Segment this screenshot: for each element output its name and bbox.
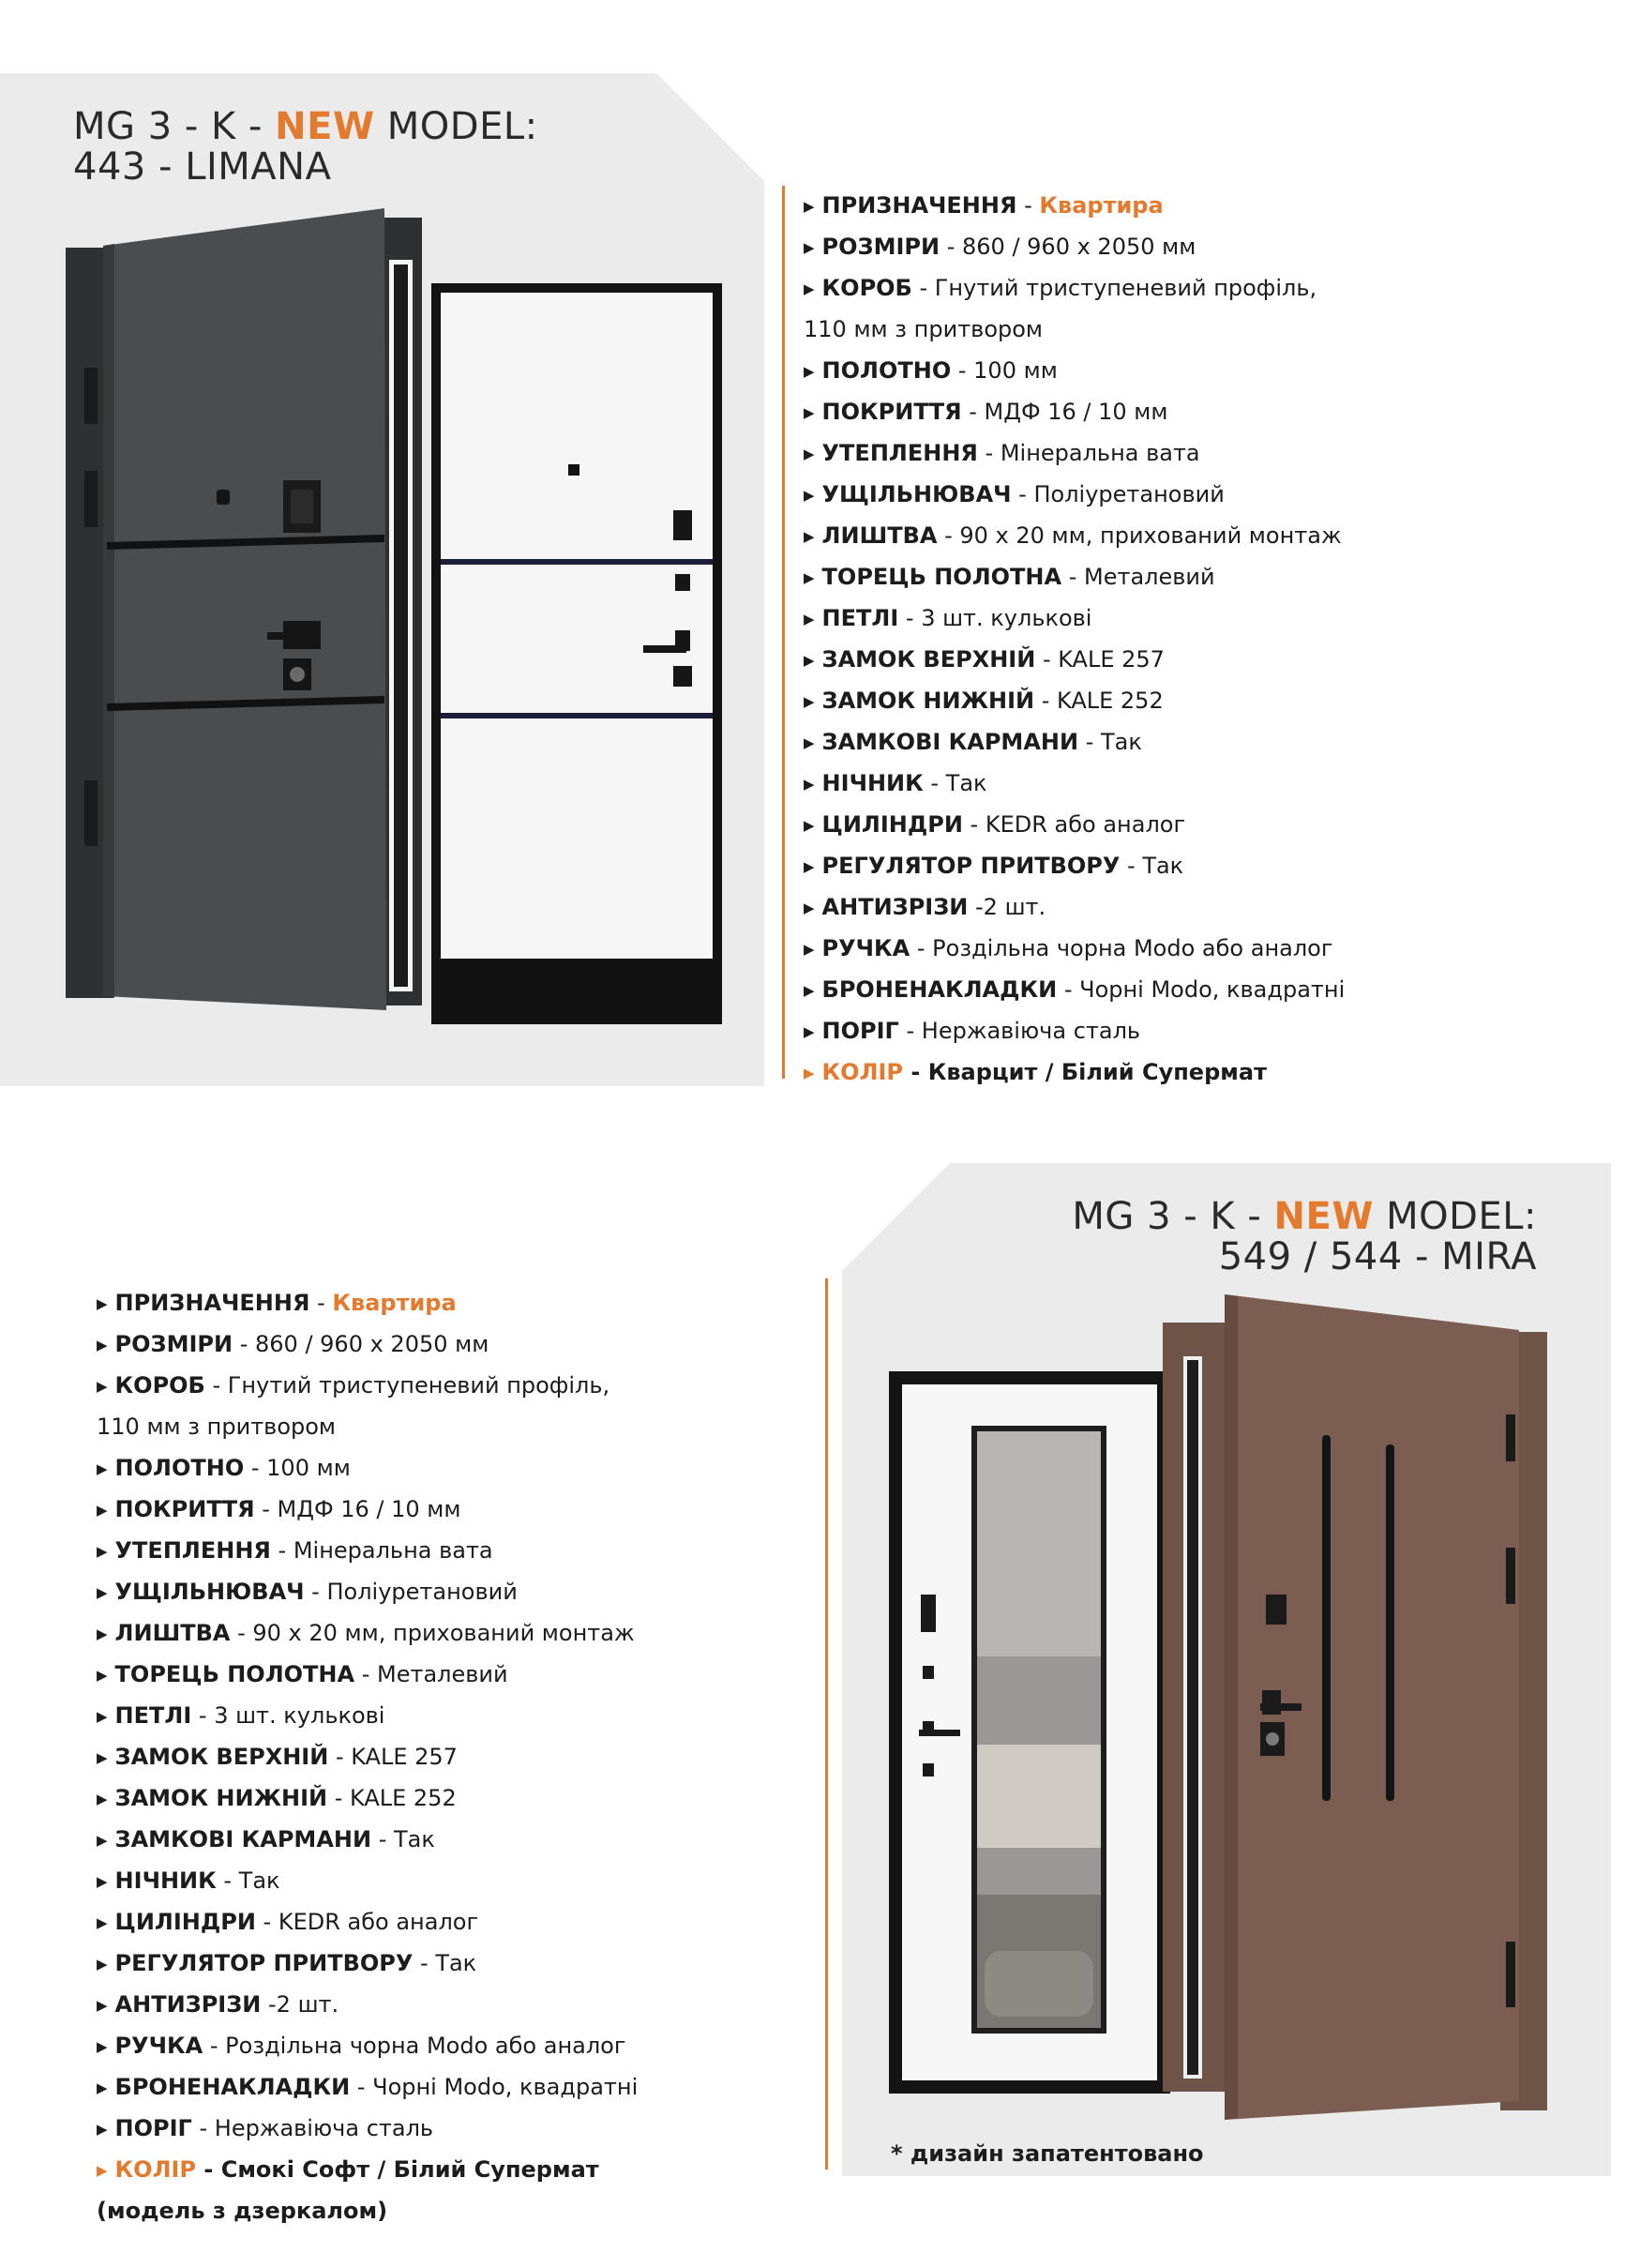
spec-row xyxy=(804,267,1345,309)
triangle-right-icon: ▶ xyxy=(97,1543,108,1560)
spec-key: КОЛІР xyxy=(821,1059,904,1085)
triangle-right-icon: ▶ xyxy=(804,446,815,462)
triangle-right-icon: ▶ xyxy=(804,611,815,627)
spec-key: УТЕПЛЕННЯ xyxy=(114,1537,271,1564)
triangle-right-icon: ▶ xyxy=(97,1625,108,1642)
spec-value: Чорні Modo, квадратні xyxy=(372,2074,639,2100)
spec-value: МДФ 16 / 10 мм xyxy=(984,399,1168,425)
spec-row xyxy=(97,1695,638,1736)
triangle-right-icon: ▶ xyxy=(97,1667,108,1684)
spec-row xyxy=(97,1901,638,1943)
model1-title: MG 3 - K - NEW MODEL: 443 - LIMANA xyxy=(73,105,538,189)
spec-separator: - xyxy=(898,1018,922,1044)
spec-separator: - xyxy=(254,1496,278,1522)
spec-row xyxy=(804,639,1345,680)
spec-key: ЦИЛІНДРИ xyxy=(114,1909,256,1935)
spec-value: 110 мм з притвором xyxy=(804,316,1044,342)
spec-separator xyxy=(261,1991,268,2018)
spec-separator: - xyxy=(350,2074,373,2100)
spec-separator: - xyxy=(255,1909,278,1935)
patent-note: * дизайн запатентовано xyxy=(891,2140,1204,2167)
spec-value: 860 / 960 х 2050 мм xyxy=(962,234,1196,260)
spec-key: ЗАМКОВІ КАРМАНИ xyxy=(114,1826,372,1852)
spec-separator: - xyxy=(977,440,1001,466)
triangle-right-icon: ▶ xyxy=(97,2079,108,2096)
spec-key: ТОРЕЦЬ ПОЛОТНА xyxy=(821,564,1062,590)
spec-row xyxy=(97,1612,638,1654)
spec-row xyxy=(97,2025,638,2066)
spec-row xyxy=(804,515,1345,556)
spec-value: -2 шт. xyxy=(268,1991,339,2018)
triangle-right-icon: ▶ xyxy=(804,734,815,751)
spec-value: Так xyxy=(238,1867,280,1894)
triangle-right-icon: ▶ xyxy=(97,1337,108,1353)
spec-row xyxy=(804,969,1345,1010)
spec-row xyxy=(97,1819,638,1860)
spec-key: ПРИЗНАЧЕННЯ xyxy=(821,192,1017,219)
accent-line xyxy=(782,186,785,1079)
spec-row xyxy=(97,1943,638,1984)
spec-separator: - xyxy=(940,234,962,260)
spec-row xyxy=(804,928,1345,969)
spec-value: KALE 257 xyxy=(1058,646,1165,673)
spec-key: УЩІЛЬНЮВАЧ xyxy=(114,1579,305,1605)
spec-value: 90 х 20 мм, прихований монтаж xyxy=(959,522,1342,549)
model2-specs xyxy=(97,1282,638,2231)
triangle-right-icon: ▶ xyxy=(804,569,815,586)
spec-key: ЛИШТВА xyxy=(114,1620,231,1646)
spec-separator: - xyxy=(923,770,946,796)
triangle-right-icon: ▶ xyxy=(97,1295,108,1312)
spec-row xyxy=(97,2066,638,2108)
spec-separator: - xyxy=(371,1826,394,1852)
spec-value: Так xyxy=(1142,853,1184,879)
spec-row xyxy=(97,1736,638,1777)
spec-key: ПРИЗНАЧЕННЯ xyxy=(114,1290,310,1316)
triangle-right-icon: ▶ xyxy=(804,1065,815,1081)
triangle-right-icon: ▶ xyxy=(97,1832,108,1849)
spec-row xyxy=(97,1984,638,2025)
spec-value: 3 шт. кулькові xyxy=(921,605,1092,631)
spec-value: Нержавіюча сталь xyxy=(214,2115,434,2141)
spec-key: РУЧКА xyxy=(114,2033,203,2059)
spec-key: ЛИШТВА xyxy=(821,522,938,549)
spec-key: КОРОБ xyxy=(821,275,912,301)
triangle-right-icon: ▶ xyxy=(97,1873,108,1890)
triangle-right-icon: ▶ xyxy=(804,363,815,380)
spec-separator: - xyxy=(354,1661,377,1687)
spec-value: 100 мм xyxy=(973,357,1058,384)
spec-separator: - xyxy=(204,1372,228,1399)
spec-row xyxy=(97,1489,638,1530)
spec-value: -2 шт. xyxy=(975,894,1046,920)
spec-row xyxy=(97,1323,638,1365)
spec-key: РУЧКА xyxy=(821,935,910,961)
spec-key: БРОНЕНАКЛАДКИ xyxy=(114,2074,351,2100)
spec-value: Металевий xyxy=(1084,564,1215,590)
spec-key: ПЕТЛІ xyxy=(114,1702,192,1729)
spec-separator: - xyxy=(309,1290,333,1316)
spec-separator: - xyxy=(951,357,974,384)
triangle-right-icon: ▶ xyxy=(804,900,815,916)
triangle-right-icon: ▶ xyxy=(97,1914,108,1931)
spec-separator: - xyxy=(270,1537,293,1564)
spec-value: Так xyxy=(435,1950,477,1976)
spec-value: 100 мм xyxy=(266,1455,351,1481)
spec-row xyxy=(804,432,1345,474)
spec-value: 3 шт. кулькові xyxy=(214,1702,385,1729)
spec-key: ПОРІГ xyxy=(821,1018,899,1044)
accent-line xyxy=(825,1278,828,2170)
spec-separator: - xyxy=(203,2033,226,2059)
triangle-right-icon: ▶ xyxy=(97,1584,108,1601)
spec-value: Металевий xyxy=(377,1661,508,1687)
triangle-right-icon: ▶ xyxy=(97,2162,108,2179)
spec-separator: - xyxy=(1016,192,1040,219)
spec-row xyxy=(97,2108,638,2149)
spec-value: МДФ 16 / 10 мм xyxy=(277,1496,461,1522)
spec-key: НІЧНИК xyxy=(821,770,924,796)
spec-row xyxy=(804,1051,1345,1093)
spec-value: KALE 257 xyxy=(351,1744,458,1770)
spec-row xyxy=(97,2149,638,2190)
spec-value: Роздільна чорна Modo або аналог xyxy=(225,2033,626,2059)
spec-row xyxy=(804,391,1345,432)
spec-row xyxy=(804,763,1345,804)
spec-value: Нержавіюча сталь xyxy=(921,1018,1141,1044)
triangle-right-icon: ▶ xyxy=(804,528,815,545)
spec-value: Мінеральна вата xyxy=(1000,440,1200,466)
triangle-right-icon: ▶ xyxy=(97,2038,108,2055)
triangle-right-icon: ▶ xyxy=(804,239,815,256)
spec-key: АНТИЗРІЗИ xyxy=(821,894,969,920)
model1-specs xyxy=(804,185,1345,1093)
spec-separator: - xyxy=(1011,481,1034,507)
spec-separator: - xyxy=(962,811,986,838)
spec-row xyxy=(804,350,1345,391)
triangle-right-icon: ▶ xyxy=(804,198,815,215)
triangle-right-icon: ▶ xyxy=(97,1749,108,1766)
spec-separator: - xyxy=(911,275,935,301)
spec-separator: - xyxy=(304,1579,327,1605)
spec-row xyxy=(804,185,1345,226)
spec-row xyxy=(97,1777,638,1819)
spec-separator: - xyxy=(1057,976,1080,1003)
spec-key: ПОРІГ xyxy=(114,2115,192,2141)
spec-separator: - xyxy=(230,1620,253,1646)
spec-value: Мінеральна вата xyxy=(293,1537,493,1564)
spec-row xyxy=(97,1282,638,1323)
triangle-right-icon: ▶ xyxy=(97,1378,108,1395)
triangle-right-icon: ▶ xyxy=(97,2121,108,2138)
spec-value: KALE 252 xyxy=(350,1785,457,1811)
model2-title: MG 3 - K - NEW MODEL: 549 / 544 - MIRA xyxy=(1072,1195,1537,1278)
door-image-limana xyxy=(66,208,750,1024)
triangle-right-icon: ▶ xyxy=(804,982,815,999)
triangle-right-icon: ▶ xyxy=(804,817,815,834)
spec-row xyxy=(804,1010,1345,1051)
door-image-mira xyxy=(881,1294,1557,2120)
spec-separator: - xyxy=(216,1867,239,1894)
triangle-right-icon: ▶ xyxy=(804,693,815,710)
spec-value: 90 х 20 мм, прихований монтаж xyxy=(252,1620,635,1646)
spec-separator: - xyxy=(961,399,985,425)
triangle-right-icon: ▶ xyxy=(97,1708,108,1725)
spec-value: 860 / 960 х 2050 мм xyxy=(255,1331,489,1357)
spec-value: Роздільна чорна Modo або аналог xyxy=(932,935,1333,961)
spec-key: РОЗМІРИ xyxy=(114,1331,233,1357)
triangle-right-icon: ▶ xyxy=(97,1997,108,2014)
spec-row xyxy=(804,845,1345,886)
spec-value: Так xyxy=(393,1826,435,1852)
spec-separator: - xyxy=(244,1455,267,1481)
spec-row xyxy=(97,1447,638,1489)
spec-key: УТЕПЛЕННЯ xyxy=(821,440,978,466)
spec-separator: - xyxy=(327,1785,351,1811)
spec-separator: - xyxy=(233,1331,255,1357)
spec-value: KALE 252 xyxy=(1057,688,1164,714)
spec-key: КОЛІР xyxy=(114,2156,197,2183)
triangle-right-icon: ▶ xyxy=(804,941,815,958)
spec-value: Так xyxy=(945,770,987,796)
spec-key: ПОЛОТНО xyxy=(114,1455,245,1481)
spec-key: ПЕТЛІ xyxy=(821,605,899,631)
spec-value: 110 мм з притвором xyxy=(97,1414,337,1440)
spec-value: (модель з дзеркалом) xyxy=(97,2198,388,2224)
spec-row xyxy=(97,1654,638,1695)
spec-separator: - xyxy=(903,1059,928,1085)
spec-value: Чорні Modo, квадратні xyxy=(1079,976,1346,1003)
spec-key: НІЧНИК xyxy=(114,1867,217,1894)
spec-value: Гнутий триступеневий профіль, xyxy=(227,1372,610,1399)
spec-value: Смокі Софт / Білий Супермат xyxy=(220,2156,599,2183)
spec-key: УЩІЛЬНЮВАЧ xyxy=(821,481,1012,507)
spec-key: ЗАМКОВІ КАРМАНИ xyxy=(821,729,1079,755)
spec-separator xyxy=(968,894,975,920)
spec-key: ПОЛОТНО xyxy=(821,357,952,384)
spec-row xyxy=(804,886,1345,928)
triangle-right-icon: ▶ xyxy=(97,1460,108,1477)
spec-key: АНТИЗРІЗИ xyxy=(114,1991,262,2018)
spec-key: ЗАМОК ВЕРХНІЙ xyxy=(114,1744,329,1770)
spec-row xyxy=(97,2190,638,2231)
spec-separator: - xyxy=(1120,853,1143,879)
spec-row xyxy=(804,597,1345,639)
spec-separator: - xyxy=(328,1744,352,1770)
spec-key: ТОРЕЦЬ ПОЛОТНА xyxy=(114,1661,355,1687)
spec-row xyxy=(97,1365,638,1406)
spec-value: Квартира xyxy=(332,1290,457,1316)
spec-row xyxy=(804,226,1345,267)
spec-key: РЕГУЛЯТОР ПРИТВОРУ xyxy=(821,853,1121,879)
spec-row xyxy=(804,309,1345,350)
spec-separator: - xyxy=(413,1950,436,1976)
triangle-right-icon: ▶ xyxy=(804,487,815,504)
spec-key: ПОКРИТТЯ xyxy=(821,399,962,425)
spec-row xyxy=(97,1860,638,1901)
spec-key: РОЗМІРИ xyxy=(821,234,940,260)
spec-row xyxy=(804,804,1345,845)
spec-value: KEDR або аналог xyxy=(985,811,1186,838)
triangle-right-icon: ▶ xyxy=(804,652,815,669)
spec-key: ЗАМОК ВЕРХНІЙ xyxy=(821,646,1036,673)
spec-row xyxy=(804,556,1345,597)
spec-value: Кварцит / Білий Супермат xyxy=(927,1059,1267,1085)
triangle-right-icon: ▶ xyxy=(97,1502,108,1519)
spec-separator: - xyxy=(937,522,960,549)
spec-key: ЗАМОК НИЖНІЙ xyxy=(821,688,1035,714)
spec-value: Квартира xyxy=(1039,192,1164,219)
spec-value: Гнутий триступеневий профіль, xyxy=(934,275,1317,301)
spec-value: KEDR або аналог xyxy=(278,1909,479,1935)
spec-value: Так xyxy=(1100,729,1142,755)
triangle-right-icon: ▶ xyxy=(804,858,815,875)
spec-key: ЦИЛІНДРИ xyxy=(821,811,963,838)
triangle-right-icon: ▶ xyxy=(97,1791,108,1807)
spec-separator: - xyxy=(191,2115,215,2141)
triangle-right-icon: ▶ xyxy=(97,1956,108,1973)
spec-separator: - xyxy=(910,935,933,961)
spec-separator: - xyxy=(191,1702,215,1729)
spec-key: КОРОБ xyxy=(114,1372,205,1399)
spec-value: Поліуретановий xyxy=(1033,481,1225,507)
spec-row xyxy=(804,680,1345,721)
spec-separator: - xyxy=(1061,564,1084,590)
spec-key: ЗАМОК НИЖНІЙ xyxy=(114,1785,328,1811)
spec-key: РЕГУЛЯТОР ПРИТВОРУ xyxy=(114,1950,414,1976)
spec-separator: - xyxy=(196,2156,221,2183)
spec-separator: - xyxy=(1034,688,1058,714)
spec-row xyxy=(97,1406,638,1447)
triangle-right-icon: ▶ xyxy=(804,776,815,793)
spec-row xyxy=(804,721,1345,763)
spec-separator: - xyxy=(1035,646,1059,673)
spec-separator: - xyxy=(1078,729,1101,755)
spec-key: ПОКРИТТЯ xyxy=(114,1496,255,1522)
triangle-right-icon: ▶ xyxy=(804,404,815,421)
spec-value: Поліуретановий xyxy=(326,1579,518,1605)
spec-row xyxy=(97,1530,638,1571)
spec-row xyxy=(97,1571,638,1612)
triangle-right-icon: ▶ xyxy=(804,280,815,297)
triangle-right-icon: ▶ xyxy=(804,1023,815,1040)
spec-row xyxy=(804,474,1345,515)
spec-key: БРОНЕНАКЛАДКИ xyxy=(821,976,1058,1003)
spec-separator: - xyxy=(898,605,922,631)
